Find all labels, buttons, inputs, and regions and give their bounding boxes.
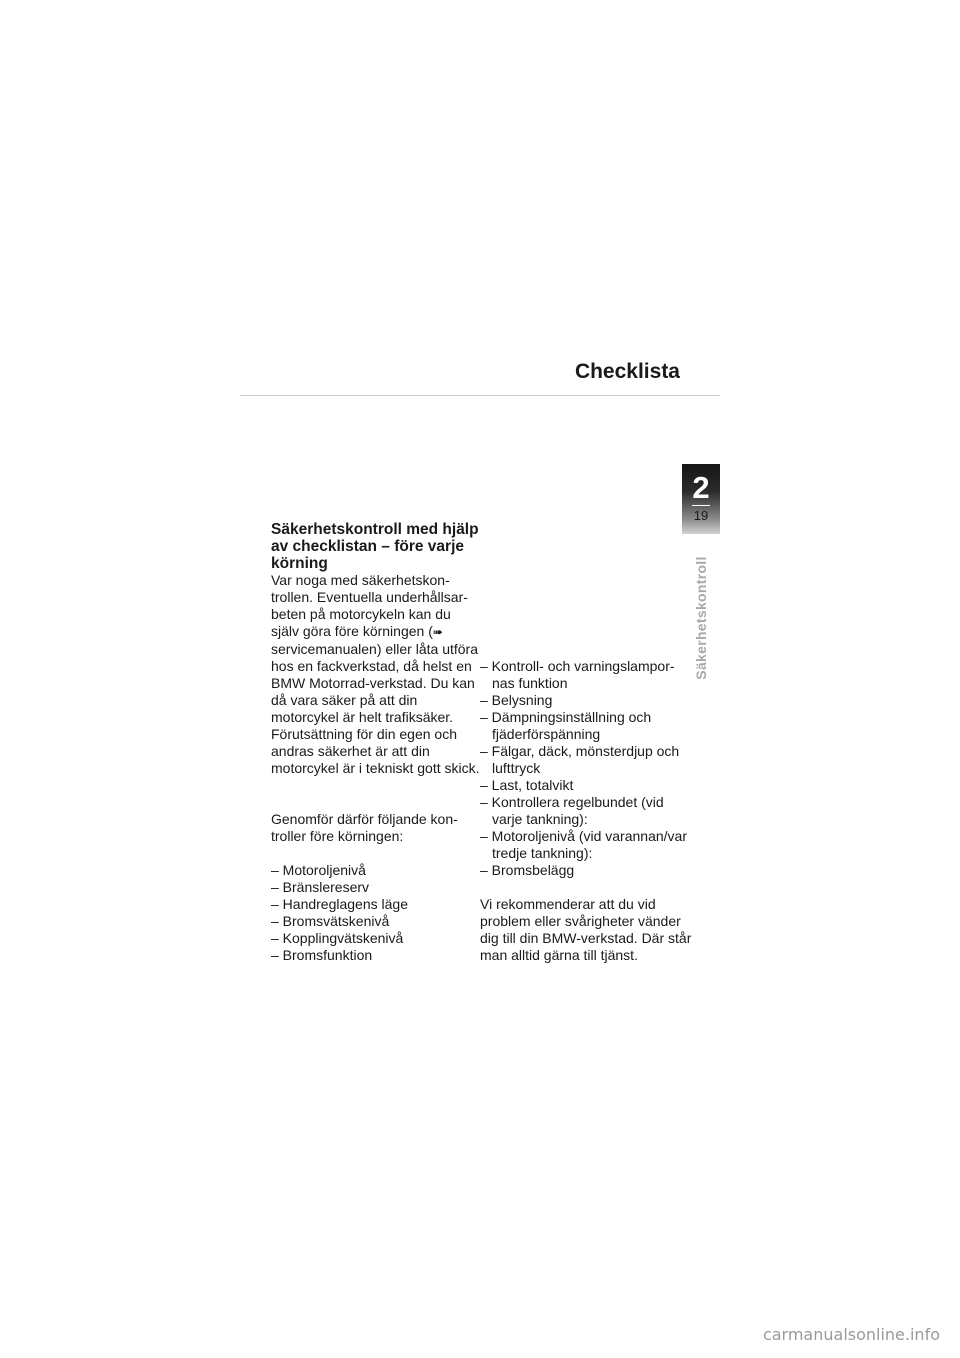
chapter-number: 2 — [692, 470, 710, 505]
spacer — [271, 845, 481, 862]
list-item: – Handreglagens läge — [271, 896, 408, 912]
checks-intro-paragraph: Genomför därför följande kontroller före körningen: — [271, 811, 458, 844]
list-item: – Motoroljenivå (vid varannan/var tredje tankning): — [480, 828, 687, 861]
right-column — [480, 658, 692, 964]
list-item: – Kontrollera regelbundet (vid varje tankning): — [480, 794, 664, 827]
list-item: – Last, totalvikt — [480, 777, 574, 793]
list-item: – Bränslereserv — [271, 879, 370, 895]
section-heading: Säkerhetskontroll med hjälp av checklistan – före varje körning — [271, 521, 479, 572]
page-title: Checklista — [574, 360, 680, 383]
arrow-right-icon: ➠ — [432, 625, 443, 639]
closing-paragraph: Vi rekommenderar att du vid problem eller svårigheter vänder dig till din BMW-verkstad. Där står man alltid gärna till tjänst. — [480, 896, 692, 963]
intro-text-end: servicemanualen) eller låta utföra hos en fackverkstad, då helst en BMW Motorrad-verkstad. Du kan då vara säker på att din motorcykel är helt trafiksäker. — [271, 641, 478, 725]
intro-text-start: Var noga med säkerhetskontrollen. Eventuella underhållsarbeten på motorcykeln kan du själv göra före körningen ( — [271, 572, 468, 639]
chapter-side-label: Säkerhetskontroll — [693, 556, 709, 680]
list-item: – Bromsvätskenivå — [271, 913, 390, 929]
chapter-divider — [692, 505, 710, 506]
list-item: – Fälgar, däck, mönsterdjup och lufttryck — [480, 743, 680, 776]
left-column — [271, 521, 481, 964]
list-item: – Dämpningsinställning och fjäderförspänning — [480, 709, 652, 742]
safety-paragraph: Förutsättning för din egen och andras säkerhet är att din motorcykel är i tekniskt gott skick. — [271, 726, 480, 776]
spacer — [271, 777, 481, 811]
list-item: – Belysning — [480, 692, 553, 708]
watermark: carmanualsonline.info — [762, 1325, 940, 1344]
page-number: 19 — [693, 508, 709, 523]
list-item: – Motoroljenivå — [271, 862, 366, 878]
intro-paragraph — [271, 572, 481, 726]
list-item: – Bromsfunktion — [271, 947, 373, 963]
check-list-left — [271, 862, 481, 964]
spacer — [480, 879, 692, 896]
list-item: – Bromsbelägg — [480, 862, 575, 878]
list-item: – Kopplingvätskenivå — [271, 930, 404, 946]
header-divider — [240, 395, 720, 396]
check-list-right — [480, 658, 692, 879]
list-item: – Kontroll- och varningslampornas funktion — [480, 658, 675, 691]
